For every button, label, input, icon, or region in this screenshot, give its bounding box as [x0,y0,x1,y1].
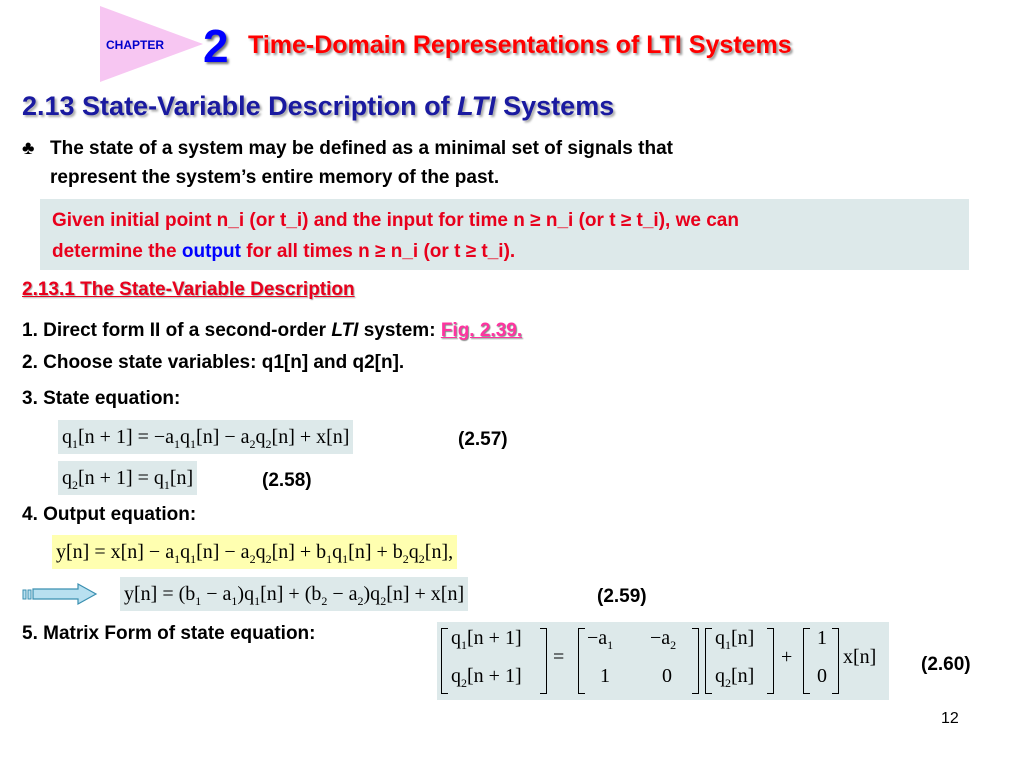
item-1-text: 1. Direct form II of a second-order [22,320,332,341]
page-number: 12 [941,710,959,727]
matrix-bracket [578,628,585,694]
matrix-entry: $q_2[n + 1]$ [451,665,522,690]
bullet-text-line-2: represent the system’s entire memory of the past. [50,167,500,188]
section-title-prefix: 2.13 State-Variable Description of [22,91,458,121]
section-title [22,91,614,122]
matrix-entry: 1 [600,665,610,687]
equation-2-57: $q_1[n + 1] = -a_1q_1[n] - a_2q_2[n] + x[n]$ [58,420,353,454]
chapter-title: Time-Domain Representations of LTI Systems [248,31,792,59]
matrix-entry: $-a_1$ [587,627,614,652]
subsection-heading: 2.13.1 The State-Variable Description [22,279,355,300]
equation-number-2-60: (2.60) [921,654,971,675]
club-bullet-icon: ♣ [22,138,35,159]
item-1-italic: LTI [331,320,359,341]
matrix-equation-2-60 [437,622,889,700]
matrix-entry: x[n] [843,646,877,668]
item-1-after: system: [358,320,441,341]
item-2: 2. Choose state variables: q1[n] and q2[n]. [22,352,405,373]
chapter-label: CHAPTER [106,38,165,52]
output-highlight: output [181,241,241,262]
item-5: 5. Matrix Form of state equation: [22,623,316,644]
chapter-number: 2 [203,20,229,72]
matrix-entry: 1 [817,627,827,649]
item-1 [22,316,522,345]
matrix-entry: $-a_2$ [650,627,677,652]
matrix-entry: $q_2[n]$ [715,665,755,690]
matrix-bracket [441,628,448,694]
matrix-bracket [803,628,810,694]
matrix-entry: $q_1[n]$ [715,627,755,652]
info-line-2-after: for all times n ≥ n_i (or t ≥ t_i). [240,241,516,262]
equation-number-2-58: (2.58) [262,470,312,491]
equation-number-2-59: (2.59) [597,586,647,607]
matrix-bracket [692,628,699,694]
matrix-bracket [767,628,774,694]
bullet-text-line-1: The state of a system may be defined as a minimal set of signals that [50,138,673,159]
section-title-suffix: Systems [495,91,615,121]
equation-2-59: $y[n] = (b_1 - a_1)q_1[n] + (b_2 - a_2)q_2[n] + x[n]$ [120,577,468,611]
matrix-entry: 0 [817,665,827,687]
matrix-bracket [832,628,839,694]
item-4: 4. Output equation: [22,504,197,525]
item-3: 3. State equation: [22,388,181,409]
matrix-bracket [705,628,712,694]
figure-link[interactable]: Fig. 2.39. [440,320,523,341]
right-arrow-icon [22,582,98,606]
equation-2-58: $q_2[n + 1] = q_1[n]$ [58,461,197,495]
info-line-2-before: determine the [52,241,182,262]
info-line-1: Given initial point n_i (or t_i) and the input for time n ≥ n_i (or t ≥ t_i), we can [52,210,739,231]
matrix-entry: 0 [662,665,672,687]
matrix-entry: $q_1[n + 1]$ [451,627,522,652]
equals-sign: = [553,646,565,668]
matrix-bracket [540,628,547,694]
equation-number-2-57: (2.57) [458,429,508,450]
plus-sign: + [781,646,793,668]
info-line-2 [52,237,515,266]
section-title-italic: LTI [457,91,496,121]
output-equation: $y[n] = x[n] - a_1q_1[n] - a_2q_2[n] + b_1q_1[n] + b_2q_2[n]$, [52,535,457,569]
